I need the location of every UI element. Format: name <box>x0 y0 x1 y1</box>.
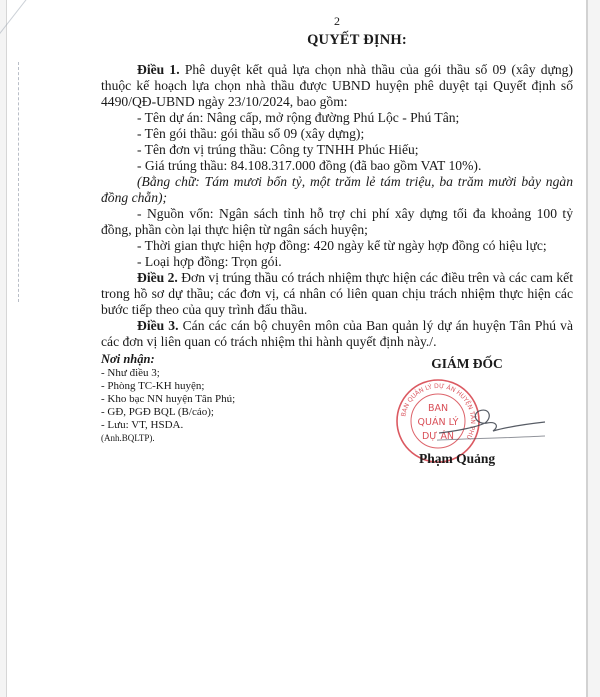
recipient-item: - Kho bạc NN huyện Tân Phú; <box>101 393 236 405</box>
page-number: 2 <box>334 14 340 28</box>
amount-in-words: (Bằng chữ: Tám mươi bốn tỷ, một trăm lẻ tám triệu, ba trăm mười bảy ngàn đồng chẵn); <box>101 174 573 205</box>
article-1 <box>101 62 573 110</box>
article-3-label: Điều 3. <box>137 318 179 333</box>
article-1-item: - Tên dự án: Nâng cấp, mở rộng đường Phú Lộc - Phú Tân; <box>137 110 460 125</box>
article-1-item: - Tên đơn vị trúng thầu: Công ty TNHH Phúc Hiếu; <box>137 142 419 157</box>
stamp-line-2: QUẢN LÝ <box>417 417 459 428</box>
article-1-item: - Tên gói thầu: gói thầu số 09 (xây dựng); <box>137 126 365 141</box>
document-title: QUYẾT ĐỊNH: <box>307 32 407 48</box>
article-2-label: Điều 2. <box>137 270 178 285</box>
stamp-line-3: DỰ ÁN <box>421 431 455 442</box>
document-page <box>6 0 588 697</box>
recipient-item: - Phòng TC-KH huyện; <box>101 380 205 392</box>
article-1-intro: Phê duyệt kết quả lựa chọn nhà thầu của gói thầu số 09 (xây dựng) thuộc kế hoạch lựa chọn nhà thầu được UBND huyện phê duyệt tại Quyết định số 4490/QĐ-UBND ngày 23/10/2024, bao gồm: <box>101 62 574 109</box>
article-2 <box>101 270 573 318</box>
article-1-item: - Giá trúng thầu: 84.108.317.000 đồng (đã bao gồm VAT 10%). <box>137 158 482 173</box>
scan-artifact <box>18 62 21 302</box>
signer-name: Phạm Quảng <box>419 451 496 466</box>
recipient-item: - GĐ, PGĐ BQL (B/cáo); <box>101 406 214 418</box>
recipient-item: - Lưu: VT, HSDA. <box>101 419 184 431</box>
stamp-ring-text: BAN QUẢN LÝ DỰ ÁN HUYỆN TÂN PHÚ <box>400 382 477 441</box>
funding-source: - Nguồn vốn: Ngân sách tỉnh hỗ trợ chi phí xây dựng tối đa khoảng 100 tỷ đồng, phần còn lại thực hiện từ ngân sách huyện; <box>101 206 573 237</box>
contract-type: - Loại hợp đồng: Trọn gói. <box>137 254 282 269</box>
stamp-line-1: BAN <box>427 403 449 414</box>
scan-artifact <box>0 0 27 46</box>
article-3 <box>101 318 573 350</box>
recipients-label: Nơi nhận: <box>101 352 155 366</box>
contract-duration: - Thời gian thực hiện hợp đồng: 420 ngày kể từ ngày hợp đồng có hiệu lực; <box>137 238 547 253</box>
signer-title: GIÁM ĐỐC <box>431 356 503 371</box>
article-2-text: Đơn vị trúng thầu có trách nhiệm thực hiện các điều trên và các cam kết trong hồ sơ dự thầu; các đơn vị, cá nhân có liên quan chịu trách nhiệm thực hiện các bước tiếp theo của quy trình đấu thầu. <box>101 270 573 317</box>
recipient-item: - Như điều 3; <box>101 367 160 379</box>
recipients-block <box>101 352 341 444</box>
recipients-note: (Anh.BQLTP). <box>101 433 155 443</box>
document-body <box>101 62 573 350</box>
signature-icon <box>437 405 547 445</box>
article-1-label: Điều 1. <box>137 62 180 77</box>
article-3-text: Cán các cán bộ chuyên môn của Ban quản lý dự án huyện Tân Phú và các đơn vị liên quan có trách nhiệm thi hành quyết định này./. <box>101 318 573 349</box>
